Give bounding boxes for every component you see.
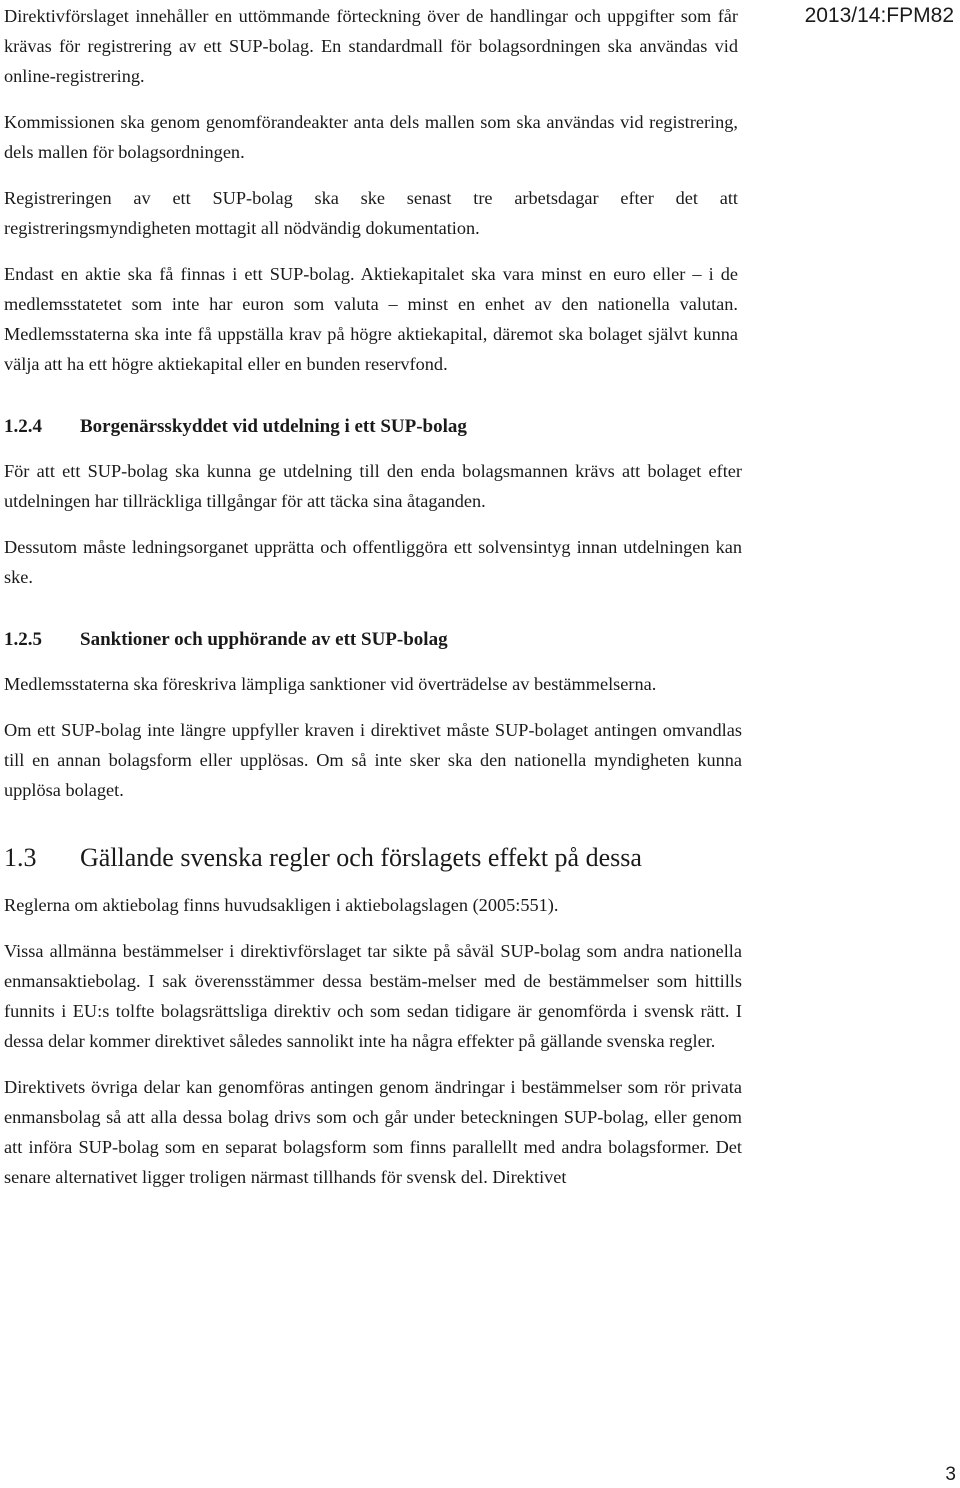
paragraph: Dessutom måste ledningsorganet upprätta och offentliggöra ett solvensintyg innan utdelningen kan ske. [4,537,742,587]
body-text [4,1,742,1192]
section-title: Sanktioner och upphörande av ett SUP-bolag [80,629,448,650]
section-title: Gällande svenska regler och förslagets effekt på dessa [80,843,642,872]
section-heading-1-3 [4,841,742,875]
paragraph: Reglerna om aktiebolag finns huvudsakligen i aktiebolagslagen (2005:551). [4,895,559,915]
paragraph: Endast en aktie ska få finnas i ett SUP-bolag. Aktiekapitalet ska vara minst en euro eller – i de medlemsstatetet som inte har euron som valuta – minst en enhet av den nationella valutan. Medlemsstaterna ska inte få uppställa krav på högre aktiekapital, däremot ska bolaget självt kunna välja att ha ett högre aktiekapital eller en bunden reservfond. [4,264,738,374]
paragraph: För att ett SUP-bolag ska kunna ge utdelning till den enda bolagsmannen krävs att bolaget efter utdelningen har tillräckliga tillgångar för att täcka sina åtaganden. [4,461,742,511]
paragraph: Registreringen av ett SUP-bolag ska ske senast tre arbetsdagar efter det att registreringsmyndigheten mottagit all nödvändig dokumentation. [4,188,738,238]
document-id: 2013/14:FPM82 [804,4,954,27]
section-number: 1.2.5 [4,629,42,650]
section-heading-1-2-5 [4,625,742,655]
page-number: 3 [945,1464,956,1485]
paragraph: Kommissionen ska genom genomförandeakter anta dels mallen som ska användas vid registrering, dels mallen för bolagsordningen. [4,112,738,162]
intro-block [4,1,738,379]
paragraph: Medlemsstaterna ska föreskriva lämpliga sanktioner vid överträdelse av bestämmelserna. [4,674,657,694]
paragraph: Direktivförslaget innehåller en uttömmande förteckning över de handlingar och uppgifter som får krävas för registrering av ett SUP-bolag. En standardmall för bolagsordningen ska användas vid online-registrering. [4,6,738,86]
paragraph: Om ett SUP-bolag inte längre uppfyller kraven i direktivet måste SUP-bolaget antingen omvandlas till en annan bolagsform eller upplösas. Om så inte sker ska den nationella myndigheten kunna upplösa bolaget. [4,720,742,800]
paragraph: Direktivets övriga delar kan genomföras antingen genom ändringar i bestämmelser som rör privata enmansbolag så att alla dessa bolag drivs som och går under beteckningen SUP-bolag, eller genom att införa SUP-bolag som en separat bolagsform som finns parallellt med andra bolagsformer. Det senare alternativet ligger troligen närmast tillhands för svensk del. Direktivet [4,1077,742,1187]
section-number: 1.2.4 [4,416,42,437]
section-heading-1-2-4 [4,412,742,442]
section-number: 1.3 [4,843,37,872]
section-title: Borgenärsskyddet vid utdelning i ett SUP-bolag [80,416,467,437]
paragraph: Vissa allmänna bestämmelser i direktivförslaget tar sikte på såväl SUP-bolag som andra nationella enmansaktiebolag. I sak överensstämmer dessa bestäm-melser med de bestämmelser som hittills funnits i EU:s tolfte bolagsrättsliga direktiv och som sedan tidigare är genomförda i svensk rätt. I dessa delar kommer direktivet således sannolikt inte ha några effekter på gällande svenska regler. [4,941,742,1051]
